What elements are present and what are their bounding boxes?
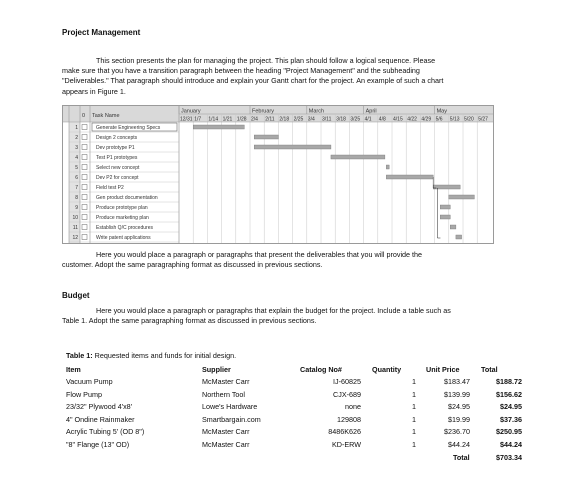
- deliverables-line-1: Here you would place a paragraph or paragraphs that present the deliverables that you will provide the: [96, 250, 423, 259]
- gantt-row-id: 5: [75, 165, 78, 171]
- task-note-icon: [82, 195, 87, 200]
- gantt-task-bar: [440, 215, 450, 219]
- budget-line-1: Here you would place a paragraph or paragraphs that explain the budget for the project. Include a table such as: [96, 306, 451, 315]
- gantt-month-label: March: [308, 108, 325, 115]
- cell-quantity: 1: [412, 377, 416, 386]
- gantt-week-label: 2/4: [251, 116, 258, 123]
- cell-quantity: 1: [412, 402, 416, 411]
- gantt-week-label: 4/1: [364, 116, 372, 123]
- intro-line-4: appears in Figure 1.: [62, 86, 126, 96]
- gantt-row-id: 3: [75, 145, 78, 151]
- gantt-task-name: Produce prototype plan: [96, 205, 148, 211]
- gantt-row-id: 7: [75, 185, 78, 191]
- cell-quantity: 1: [412, 439, 416, 449]
- gantt-week-label: 3/25: [350, 116, 361, 123]
- cell-supplier: McMaster Carr: [202, 439, 250, 449]
- table-caption: [66, 351, 236, 360]
- gantt-week-label: 1/7: [194, 116, 202, 123]
- cell-unit-price: $139.99: [444, 389, 470, 399]
- gantt-week-label: 3/18: [336, 116, 346, 123]
- cell-supplier: Lowe's Hardware: [202, 402, 258, 411]
- intro-line-3: "Deliverables." That paragraph should introduce and explain your Gantt chart for the project. An example of such a chart: [62, 76, 444, 86]
- task-note-icon: [82, 135, 87, 140]
- cell-item: Flow Pump: [66, 389, 102, 399]
- gantt-task-name: Dev P2 for concept: [96, 175, 139, 181]
- header-item: Item: [66, 365, 81, 374]
- gantt-week-label: 3/4: [307, 116, 315, 123]
- cell-unit-price: $24.95: [448, 402, 470, 411]
- gantt-week-label: 1/14: [208, 116, 219, 123]
- gantt-task-name: Design 2 concepts: [96, 135, 138, 141]
- gantt-week-label: 2/25: [293, 116, 304, 123]
- cell-item: 23/32" Plywood 4'x8': [66, 402, 133, 411]
- cell-unit-price: $19.99: [448, 414, 470, 424]
- gantt-task-name: Test P1 prototypes: [96, 155, 138, 161]
- gantt-task-name: Establish Q/C procedures: [96, 225, 153, 231]
- gantt-dependency-arrow: [437, 188, 440, 238]
- cell-unit-price: $183.47: [444, 377, 470, 386]
- gantt-month-label: February: [252, 108, 275, 115]
- gantt-task-name: Gen product documentation: [96, 195, 158, 201]
- task-note-icon: [82, 145, 87, 150]
- cell-item: "8" Flange (13" OD): [66, 439, 130, 449]
- task-note-icon: [82, 165, 87, 170]
- header-supplier: Supplier: [202, 365, 231, 374]
- table-caption-text: Requested items and funds for initial design.: [92, 351, 237, 360]
- gantt-task-bar: [254, 135, 278, 139]
- cell-supplier: Northern Tool: [202, 389, 246, 399]
- cell-supplier: Smartbargain.com: [202, 414, 261, 424]
- gantt-task-bar: [254, 145, 331, 149]
- table-row: [0, 440, 585, 450]
- cell-catalog: CJX-689: [333, 389, 361, 399]
- gantt-week-label: 12/31: [180, 116, 193, 123]
- task-note-icon: [82, 235, 87, 240]
- task-note-icon: [82, 175, 87, 180]
- task-note-icon: [82, 215, 87, 220]
- cell-quantity: 1: [412, 427, 416, 436]
- gantt-task-bar: [449, 195, 475, 199]
- gantt-week-label: 5/6: [435, 116, 443, 123]
- cell-total: $188.72: [496, 377, 522, 386]
- cell-catalog: none: [345, 402, 361, 411]
- gantt-row-id: 6: [75, 175, 78, 181]
- cell-unit-price: $44.24: [448, 439, 470, 449]
- intro-line-1: This section presents the plan for managing the project. This plan should follow a logical sequence. Please: [96, 56, 436, 65]
- gantt-col-index: 0: [82, 113, 86, 119]
- gantt-row-id: 2: [75, 135, 78, 141]
- task-note-icon: [82, 225, 87, 230]
- gantt-row-id: 9: [75, 205, 78, 211]
- gantt-task-bar: [193, 125, 244, 129]
- intro-paragraph: [62, 56, 492, 97]
- header-catalog: Catalog No#: [300, 365, 342, 374]
- cell-catalog: 8486K626: [328, 427, 361, 436]
- gantt-week-label: 2/18: [279, 116, 290, 123]
- gantt-task-bar: [386, 175, 433, 179]
- gantt-row-id: 1: [75, 125, 78, 131]
- table-row: [0, 402, 585, 412]
- table-row: [0, 427, 585, 437]
- cell-total: $250.95: [496, 427, 522, 436]
- gantt-week-label: 2/11: [265, 116, 275, 123]
- gantt-week-label: 4/15: [393, 116, 403, 123]
- budget-line-2: Table 1. Adopt the same paragraphing format as discussed in previous sections.: [62, 316, 317, 326]
- gantt-week-label: 3/11: [322, 116, 332, 123]
- total-label: Total: [453, 453, 470, 462]
- gantt-week-label: 5/13: [449, 116, 460, 123]
- gantt-month-label: May: [436, 108, 447, 115]
- gantt-week-label: 4/8: [378, 116, 386, 123]
- gantt-row-id: 8: [75, 195, 78, 201]
- gantt-task-bar: [386, 165, 389, 169]
- table-header-row: [0, 365, 585, 375]
- cell-catalog: 129808: [337, 414, 361, 424]
- gantt-week-label: 4/22: [407, 116, 417, 123]
- task-note-icon: [82, 185, 87, 190]
- gantt-task-bar: [331, 155, 385, 159]
- gantt-row-id: 4: [75, 155, 78, 161]
- cell-catalog: IJ-60825: [333, 377, 361, 386]
- gantt-week-label: 1/28: [236, 116, 247, 123]
- header-unit-price: Unit Price: [426, 365, 460, 374]
- header-quantity: Quantity: [372, 365, 402, 374]
- cell-quantity: 1: [412, 389, 416, 399]
- gantt-task-name: Select new concept: [96, 165, 140, 171]
- cell-item: 4" Ondine Rainmaker: [66, 414, 135, 424]
- gantt-chart-figure: [62, 105, 494, 244]
- gantt-row-id: 12: [72, 235, 78, 241]
- gantt-task-name: Write patent applications: [96, 235, 151, 241]
- gantt-month-label: January: [181, 108, 201, 115]
- cell-total: $37.36: [500, 414, 522, 424]
- gantt-task-bar: [450, 225, 456, 229]
- table-total-row: [0, 453, 585, 463]
- deliverables-paragraph: [62, 250, 492, 270]
- gantt-task-bar: [440, 205, 450, 209]
- cell-total: $24.95: [500, 402, 522, 411]
- table-row: [0, 415, 585, 425]
- gantt-row-id: 10: [72, 215, 78, 221]
- task-note-icon: [82, 155, 87, 160]
- cell-catalog: KD-ERW: [331, 439, 361, 449]
- gantt-week-label: 5/27: [478, 116, 488, 123]
- gantt-chart: [63, 106, 493, 243]
- table-row: [0, 390, 585, 400]
- gantt-row-id: 11: [72, 225, 78, 231]
- task-note-icon: [82, 125, 87, 130]
- cell-supplier: McMaster Carr: [202, 427, 250, 436]
- total-value: $703.34: [496, 453, 522, 462]
- gantt-task-name: Produce marketing plan: [96, 215, 149, 221]
- gantt-col-task: Task Name: [92, 113, 120, 119]
- cell-total: $156.62: [496, 389, 522, 399]
- budget-heading: Budget: [62, 291, 90, 300]
- gantt-month-label: April: [365, 108, 377, 115]
- section-title: Project Management: [62, 28, 141, 37]
- gantt-task-bar: [456, 235, 462, 239]
- budget-paragraph: [62, 306, 492, 326]
- gantt-task-name: Field test P2: [96, 185, 124, 191]
- intro-line-2: make sure that you have a transition paragraph between the heading "Project Management" and the subheading: [62, 66, 420, 76]
- gantt-task-name: Generate Engineering Specs: [96, 125, 161, 131]
- task-note-icon: [82, 205, 87, 210]
- cell-item: Acrylic Tubing 5' (OD 8"): [66, 427, 145, 436]
- cell-supplier: McMaster Carr: [202, 377, 250, 386]
- table-row: [0, 377, 585, 387]
- gantt-task-name: Dev prototype P1: [96, 145, 135, 151]
- header-total: Total: [481, 365, 498, 374]
- gantt-week-label: 4/29: [421, 116, 432, 123]
- cell-quantity: 1: [412, 414, 416, 424]
- table-caption-label: Table 1:: [66, 351, 93, 360]
- deliverables-line-2: customer. Adopt the same paragraphing format as discussed in previous sections.: [62, 260, 323, 270]
- gantt-week-label: 5/20: [464, 116, 474, 123]
- cell-total: $44.24: [500, 439, 522, 449]
- cell-item: Vacuum Pump: [66, 377, 113, 386]
- gantt-week-label: 1/21: [222, 116, 233, 123]
- cell-unit-price: $236.70: [444, 427, 470, 436]
